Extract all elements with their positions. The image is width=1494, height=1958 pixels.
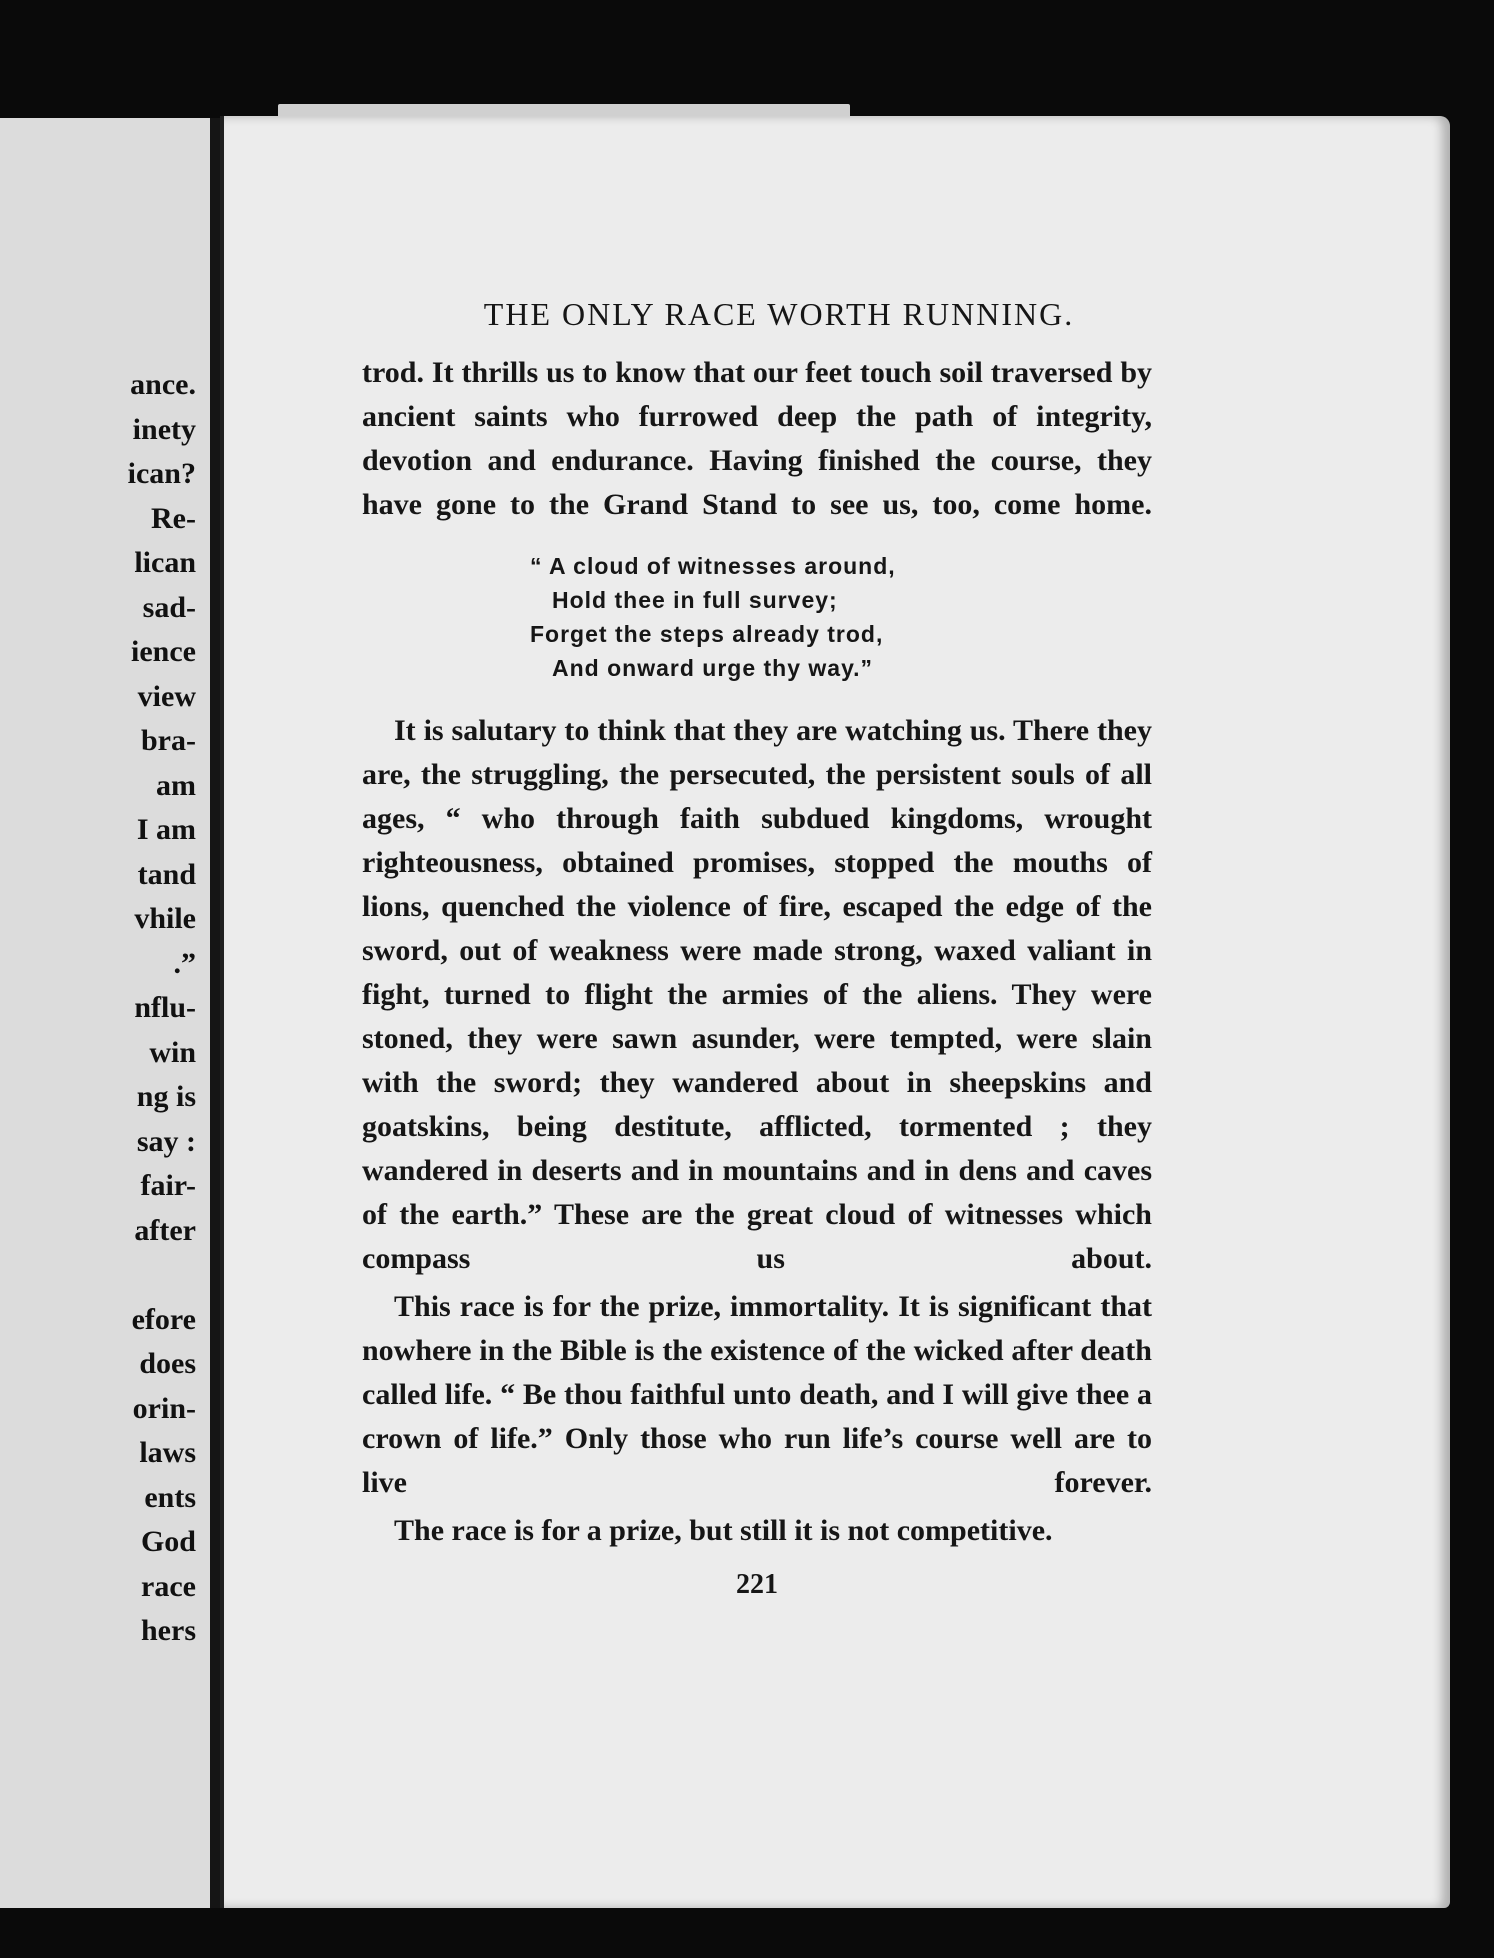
verse-line: And onward urge thy way.” xyxy=(552,655,874,681)
previous-page-line-fragment: ng is xyxy=(136,1080,196,1113)
previous-page-line-fragment: tand xyxy=(137,857,196,891)
previous-page-line-fragment: .” xyxy=(173,946,196,980)
previous-page-line-fragment: am xyxy=(156,768,196,802)
previous-page-line-fragment: laws xyxy=(139,1436,196,1469)
book-page xyxy=(220,116,1450,1908)
paragraph-competitive: The race is for a prize, but still it is not competitive. xyxy=(394,1514,1053,1547)
previous-page-line-fragment: I am xyxy=(136,813,196,846)
page-text-block xyxy=(362,296,1152,1601)
previous-page-line-fragment: win xyxy=(149,1035,196,1069)
previous-page-line-fragment: hers xyxy=(141,1614,196,1647)
verse-line: Hold thee in full survey; xyxy=(552,587,838,613)
previous-page-line-fragment: fair- xyxy=(140,1169,196,1202)
previous-page-line-fragment: view xyxy=(137,679,196,713)
previous-page-line-fragment: efore xyxy=(131,1302,196,1336)
previous-page-line-fragment: after xyxy=(134,1213,196,1247)
previous-page-line-fragment: vhile xyxy=(134,902,196,935)
verse-line: “ A cloud of witnesses around, xyxy=(530,553,896,579)
paragraph-witnesses: It is salutary to think that they are watching us. There they are, the struggling, the persecuted, the persistent souls of all ages, “ who through faith subdued kingdoms, wrought righteousness, obtained promises, stopped the mouths of lions, quenched the violence of fire, escaped the edge of the sword, out of weakness were made strong, waxed valiant in fight, turned to flight the armies of the aliens. They were stoned, they were sawn asunder, were tempted, were slain with the sword; they wandered about in sheepskins and goatskins, being destitute, afflicted, tormented ; they wandered in deserts and in mountains and in dens and caves of the earth.” These are the great cloud of witnesses which compass us about. xyxy=(362,714,1152,1275)
previous-page-line-fragment: ance. xyxy=(130,368,196,401)
page-number: 221 xyxy=(736,1569,778,1600)
previous-page-line-fragment: sad- xyxy=(142,590,196,624)
previous-page-line-fragment: ience xyxy=(131,635,196,668)
verse-line: Forget the steps already trod, xyxy=(530,621,884,647)
previous-page-line-fragment: race xyxy=(141,1569,196,1603)
previous-page-line-fragment: ents xyxy=(144,1480,196,1514)
book-gutter xyxy=(210,118,220,1908)
paragraph-continuation: trod. It thrills us to know that our feet touch soil traversed by ancient saints who furrowed deep the path of integrity, devotion and endurance. Having finished the course, they have gone to the Grand Stand to see us, too, come home. xyxy=(362,356,1152,521)
previous-page-fragment xyxy=(0,118,213,1908)
previous-page-line-fragment: orin- xyxy=(132,1391,196,1425)
previous-page-line-fragment: bra- xyxy=(141,724,196,757)
verse-quotation xyxy=(530,549,1320,685)
previous-page-line-fragment: nflu- xyxy=(134,991,196,1024)
previous-page-line-fragment: inety xyxy=(132,412,196,446)
previous-page-line-fragment: lican xyxy=(134,546,196,579)
paragraph-prize: This race is for the prize, immortality. It is significant that nowhere in the Bible is the existence of the wicked after death called life. “ Be thou faithful unto death, and I will give thee a crown of life.” Only those who run life’s course well are to live forever. xyxy=(362,1290,1152,1499)
previous-page-line-fragment: does xyxy=(139,1347,196,1380)
previous-page-line-fragment: say : xyxy=(136,1124,196,1158)
previous-page-line-fragment: Re- xyxy=(151,501,196,535)
previous-page-line-fragment: God xyxy=(140,1525,196,1558)
previous-page-line-fragment: ican? xyxy=(127,457,196,490)
running-head: THE ONLY RACE WORTH RUNNING. xyxy=(483,296,1075,332)
